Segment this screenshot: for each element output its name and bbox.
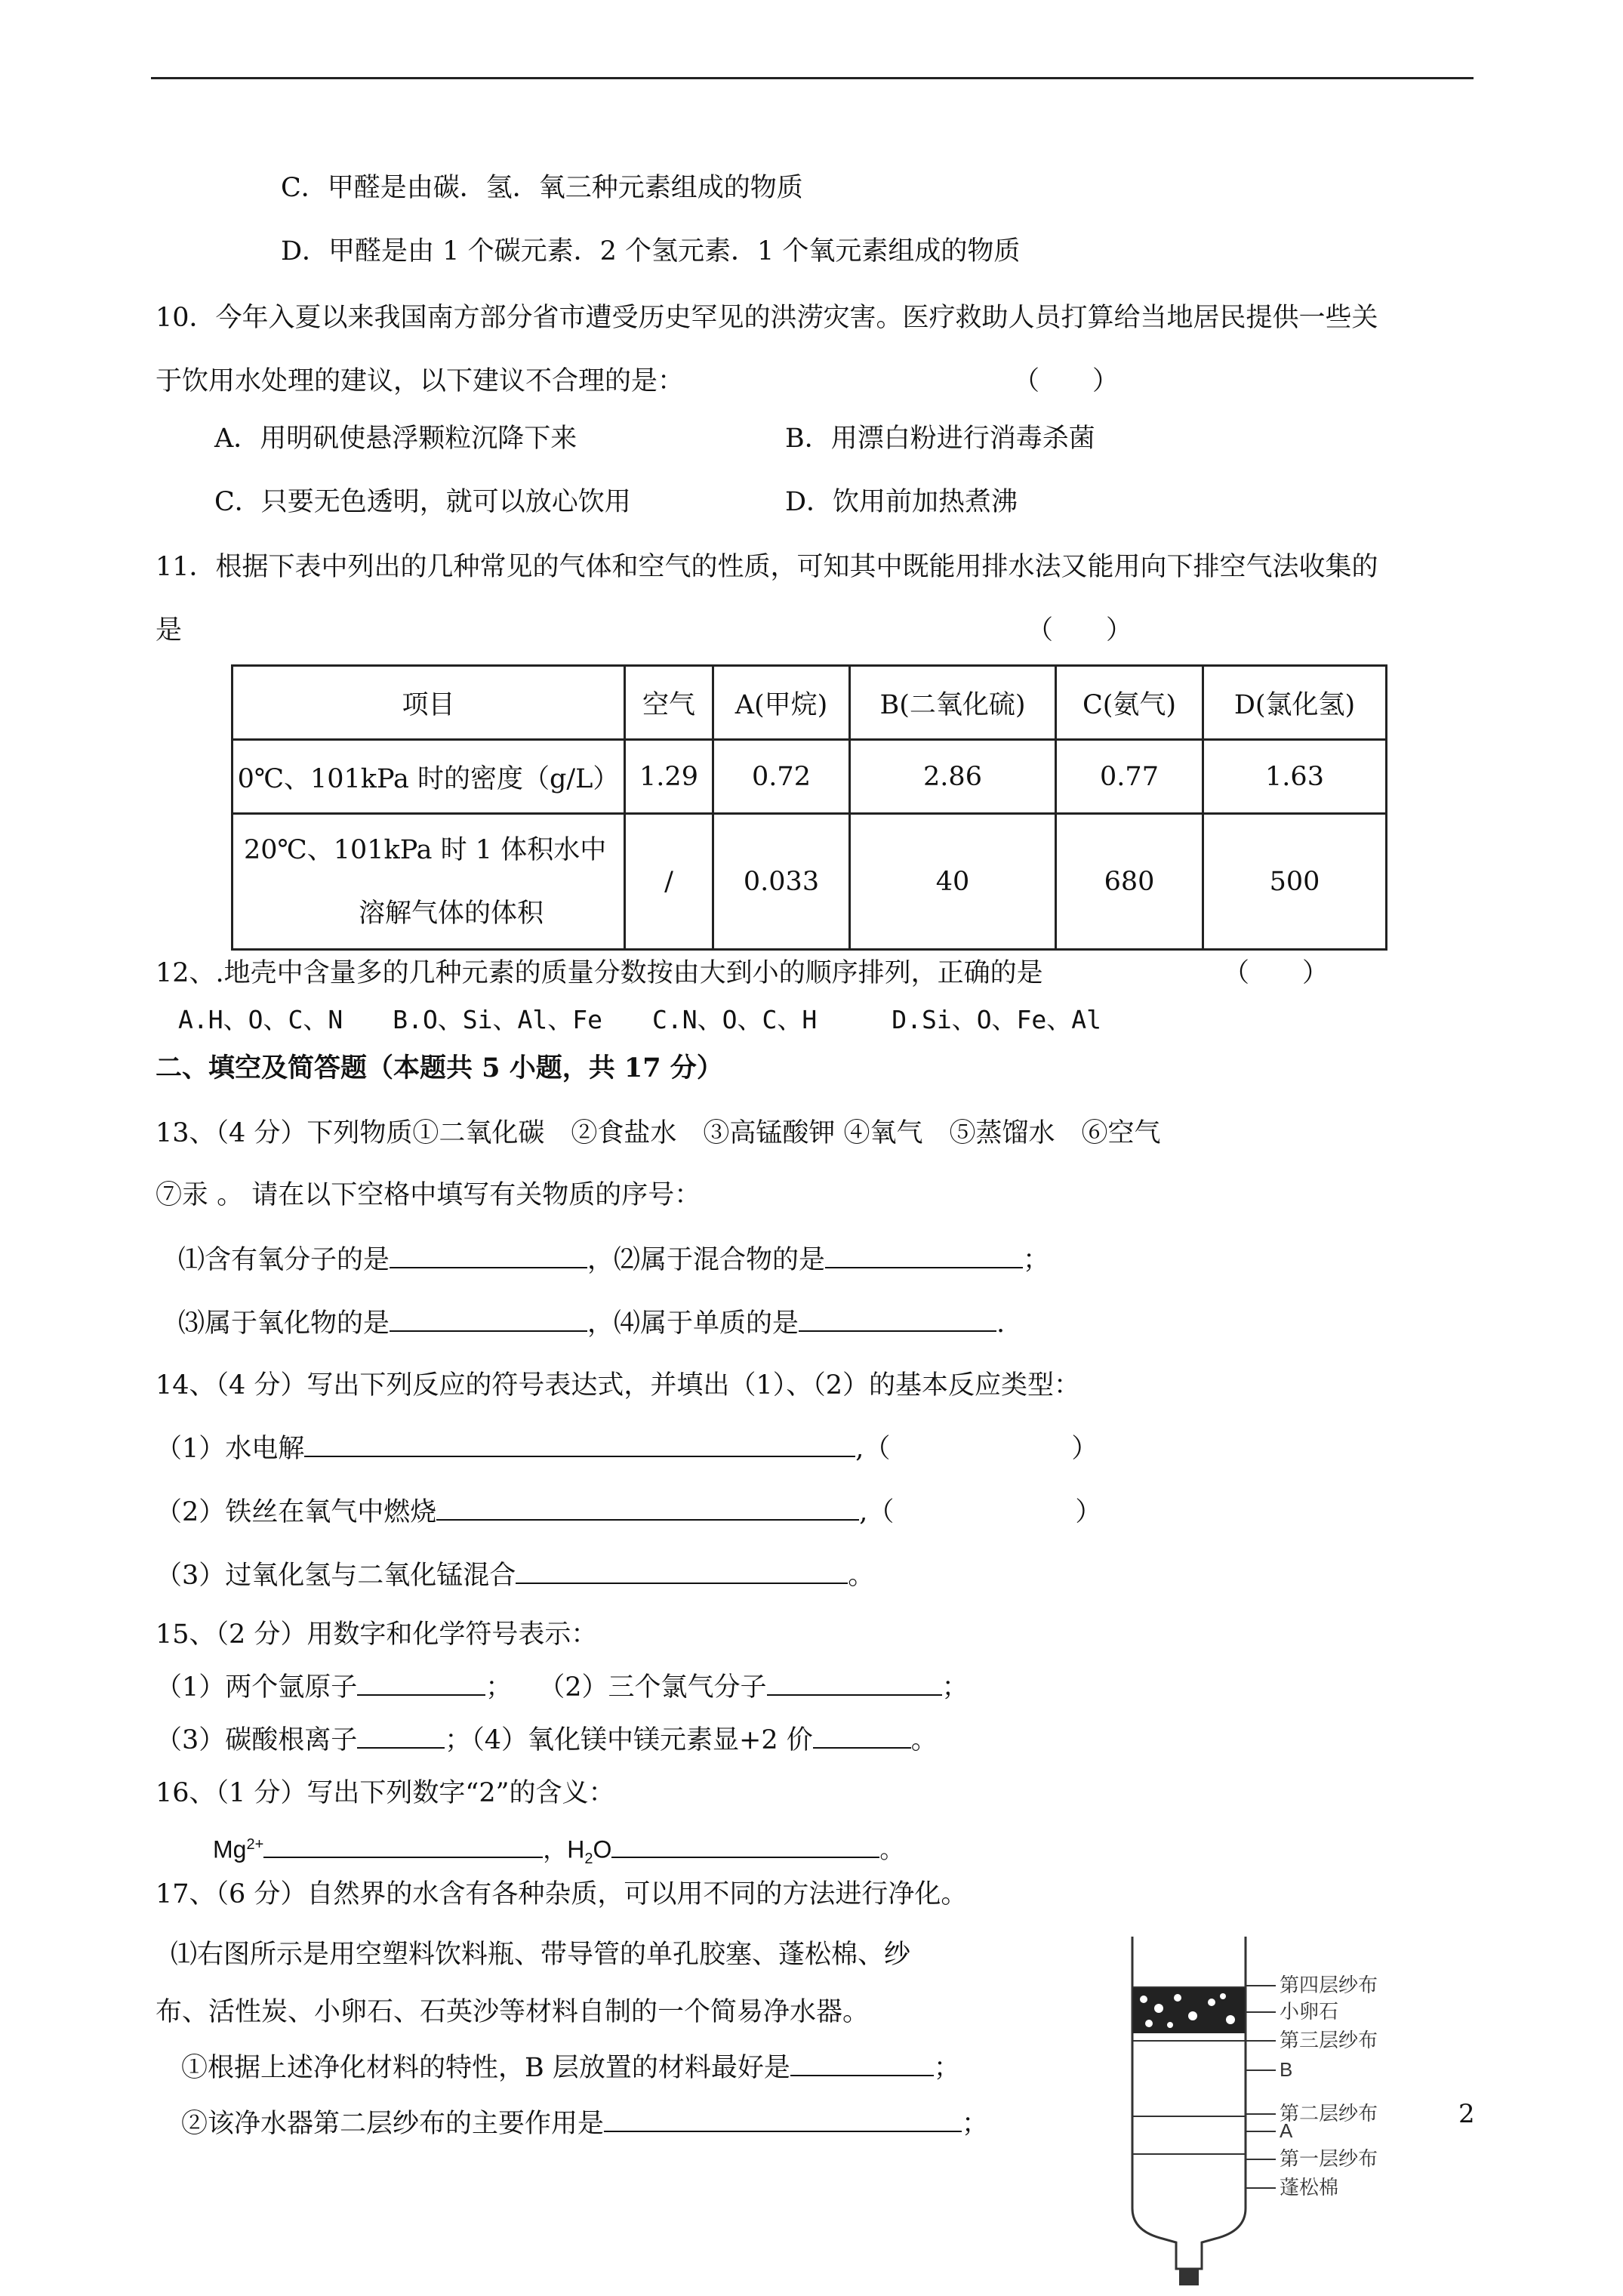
- table-cell: 0.033: [713, 814, 850, 950]
- q10-stem-line2: 于饮用水处理的建议，以下建议不合理的是：: [156, 366, 685, 396]
- q16-comma: ，: [543, 1835, 568, 1863]
- table-header-cell: A(甲烷): [713, 666, 850, 740]
- q11-stem-line2: 是: [156, 615, 183, 646]
- table-header-row: [233, 666, 1387, 740]
- q14-close-2: ）: [1075, 1497, 1102, 1527]
- q15-blank-3[interactable]: [357, 1723, 445, 1749]
- q9-option-c: C．甲醛是由碳．氢．氧三种元素组成的物质: [281, 173, 803, 203]
- q16-line: [213, 1827, 904, 1876]
- q11-answer-paren: （ ）: [1027, 615, 1133, 646]
- table-cell: 500: [1203, 814, 1387, 950]
- q15-line1: [156, 1670, 969, 1705]
- q13-label-2: ，⑵属于混合物的是: [587, 1245, 826, 1275]
- q15-label-3: （3）碳酸根离子: [156, 1725, 358, 1755]
- q13-stem-line2: ⑦汞 。 请在以下空格中填写有关物质的序号：: [156, 1180, 701, 1210]
- table-cell: 0.72: [713, 740, 850, 814]
- q16-end: 。: [879, 1835, 904, 1863]
- q17-blank-2[interactable]: [604, 2106, 962, 2132]
- q14-stem: 14、（4 分）写出下列反应的符号表达式，并填出（1）、（2）的基本反应类型：: [156, 1370, 1080, 1401]
- q15-label-4: ；（4）氧化镁中镁元素显+2 价: [445, 1725, 813, 1755]
- q15-blank-1[interactable]: [357, 1670, 485, 1696]
- q16-mg-symbol: Mg: [213, 1835, 247, 1863]
- figure-label: 第三层纱布: [1280, 2029, 1378, 2051]
- q17-item1-label: ①根据上述净化材料的特性，B 层放置的材料最好是: [181, 2053, 790, 2083]
- q14-comma-2: ,（: [859, 1497, 895, 1527]
- q13-blank-3[interactable]: [390, 1306, 587, 1332]
- table-cell: /: [625, 814, 713, 950]
- q16-o-symbol: O: [593, 1835, 612, 1863]
- q14-equation-blank-1[interactable]: [304, 1432, 855, 1457]
- q15-label-1: （1）两个氩原子: [156, 1672, 358, 1703]
- q15-blank-2[interactable]: [767, 1670, 942, 1696]
- q10-option-a: A．用明矾使悬浮颗粒沉降下来: [214, 424, 577, 454]
- figure-label: 小卵石: [1280, 2000, 1339, 2023]
- q13-blank-4[interactable]: [799, 1306, 996, 1332]
- figure-label: A: [1280, 2119, 1293, 2142]
- table-cell: 680: [1056, 814, 1203, 950]
- q16-h-symbol: H: [567, 1835, 585, 1863]
- q13-blank-1[interactable]: [390, 1243, 587, 1268]
- q17-item2-label: ②该净水器第二层纱布的主要作用是: [181, 2109, 605, 2139]
- table-row-solubility: [233, 814, 1387, 950]
- gas-property-table: [231, 664, 1387, 951]
- q15-stem: 15、（2 分）用数字和化学符号表示：: [156, 1620, 598, 1650]
- table-header-cell: B(二氧化硫): [850, 666, 1056, 740]
- table-cell: 1.29: [625, 740, 713, 814]
- q17-stem: 17、（6 分）自然界的水含有各种杂质，可以用不同的方法进行净化。: [156, 1879, 968, 1909]
- q14-item3: [156, 1558, 874, 1593]
- q13-label-4: ，⑷属于单质的是: [587, 1308, 799, 1339]
- q15-punct-1: ；: [941, 1672, 969, 1703]
- q10-answer-paren: （ ）: [1013, 366, 1119, 396]
- q15-blank-4[interactable]: [813, 1723, 911, 1749]
- table-cell-text: 20℃、101kPa 时 1 体积水中: [244, 834, 607, 865]
- q10-option-d: D．饮用前加热煮沸: [785, 487, 1018, 517]
- water-purifier-figure: [1117, 1933, 1442, 2296]
- q13-subline2: [178, 1306, 1005, 1341]
- label-leader-lines: [1246, 1986, 1276, 2188]
- q13-blank-2[interactable]: [825, 1243, 1023, 1268]
- figure-label: 第二层纱布: [1280, 2102, 1378, 2125]
- q17-item2-punct: ；: [962, 2109, 989, 2139]
- q16-stem: 16、（1 分）写出下列数字“2”的含义：: [156, 1778, 615, 1808]
- q15-line2: [156, 1723, 938, 1758]
- q14-end: 。: [848, 1561, 875, 1591]
- q10-stem-line1: 10．今年入夏以来我国南方部分省市遭受历史罕见的洪涝灾害。医疗救助人员打算给当地居民提供一些关: [156, 303, 1378, 333]
- table-cell: 0.77: [1056, 740, 1203, 814]
- table-header-cell: 空气: [625, 666, 713, 740]
- q12-options: A.H、O、C、N B.O、Si、Al、Fe C.N、O、C、H D.Si、O、Fe、Al: [178, 1005, 1102, 1034]
- q9-option-d: D．甲醛是由 1 个碳元素．2 个氢元素．1 个氧元素组成的物质: [281, 236, 1021, 267]
- q17-item1-punct: ；: [933, 2053, 960, 2083]
- q16-blank-2[interactable]: [611, 1832, 879, 1858]
- q14-close-1: ）: [1071, 1434, 1098, 1464]
- table-cell: 2.86: [850, 740, 1056, 814]
- table-row-density: [233, 740, 1387, 814]
- figure-label: 第一层纱布: [1280, 2147, 1378, 2170]
- figure-label: B: [1280, 2058, 1293, 2081]
- table-cell: 40: [850, 814, 1056, 950]
- figure-label: 第四层纱布: [1280, 1974, 1378, 1996]
- table-header-cell: 项目: [233, 666, 625, 740]
- q15-label-2: ； （2）三个氯气分子: [485, 1672, 767, 1703]
- outlet-tube: [1179, 2269, 1199, 2285]
- q13-stem-line1: 13、（4 分）下列物质①二氧化碳 ②食盐水 ③高锰酸钾 ④氧气 ⑤蒸馏水 ⑥空气: [156, 1118, 1161, 1148]
- q13-subline1: [178, 1243, 1049, 1277]
- table-cell: 1.63: [1203, 740, 1387, 814]
- q17-item1: [181, 2051, 960, 2085]
- page-number: 2: [1458, 2099, 1475, 2129]
- q17-sub1-line2: 布、活性炭、小卵石、石英沙等材料自制的一个简易净水器。: [156, 1997, 870, 2027]
- q14-label-3: （3）过氧化氢与二氧化锰混合: [156, 1561, 516, 1591]
- table-cell-text: 溶解气体的体积: [358, 898, 544, 929]
- q14-type-blank-2[interactable]: [894, 1496, 1075, 1521]
- section-2-heading: 二、填空及简答题（本题共 5 小题，共 17 分）: [156, 1052, 723, 1083]
- q16-mg-charge: 2+: [246, 1836, 264, 1853]
- q12-stem: 12、.地壳中含量多的几种元素的质量分数按由大到小的顺序排列，正确的是: [156, 958, 1043, 988]
- q13-punct-2: .: [996, 1308, 1006, 1339]
- header-rule: [151, 77, 1474, 79]
- q12-answer-paren: （ ）: [1223, 958, 1329, 988]
- q16-blank-1[interactable]: [263, 1832, 543, 1858]
- q10-option-b: B．用漂白粉进行消毒杀菌: [785, 424, 1095, 454]
- q13-punct-1: ；: [1023, 1245, 1050, 1275]
- q13-label-1: ⑴含有氧分子的是: [178, 1245, 390, 1275]
- q15-punct-2: 。: [910, 1725, 938, 1755]
- q14-equation-blank-2[interactable]: [436, 1495, 859, 1521]
- table-cell: 0℃、101kPa 时的密度（g/L）: [233, 740, 625, 814]
- q10-option-c: C．只要无色透明，就可以放心饮用: [214, 487, 631, 517]
- q17-sub1-line1: ⑴右图所示是用空塑料饮料瓶、带导管的单孔胶塞、蓬松棉、纱: [171, 1940, 911, 1970]
- q17-blank-1[interactable]: [790, 2051, 934, 2076]
- q14-item2: [156, 1495, 1101, 1530]
- table-header-cell: C(氨气): [1056, 666, 1203, 740]
- table-cell-solubility-label: [233, 814, 625, 950]
- q14-label-1: （1）水电解: [156, 1434, 305, 1464]
- q13-label-3: ⑶属于氧化物的是: [178, 1308, 390, 1339]
- q14-type-blank-1[interactable]: [890, 1433, 1071, 1457]
- q14-item1: [156, 1432, 1098, 1466]
- q14-label-2: （2）铁丝在氧气中燃烧: [156, 1497, 437, 1527]
- q16-h-subscript: 2: [584, 1851, 593, 1868]
- figure-label: 蓬松棉: [1280, 2176, 1339, 2199]
- q14-comma-1: ,（: [855, 1434, 891, 1464]
- q14-equation-blank-3[interactable]: [516, 1558, 848, 1584]
- table-header-cell: D(氯化氢): [1203, 666, 1387, 740]
- q17-item2: [181, 2106, 988, 2141]
- q11-stem-line1: 11．根据下表中列出的几种常见的气体和空气的性质，可知其中既能用排水法又能用向下排空气法收集的: [156, 552, 1378, 582]
